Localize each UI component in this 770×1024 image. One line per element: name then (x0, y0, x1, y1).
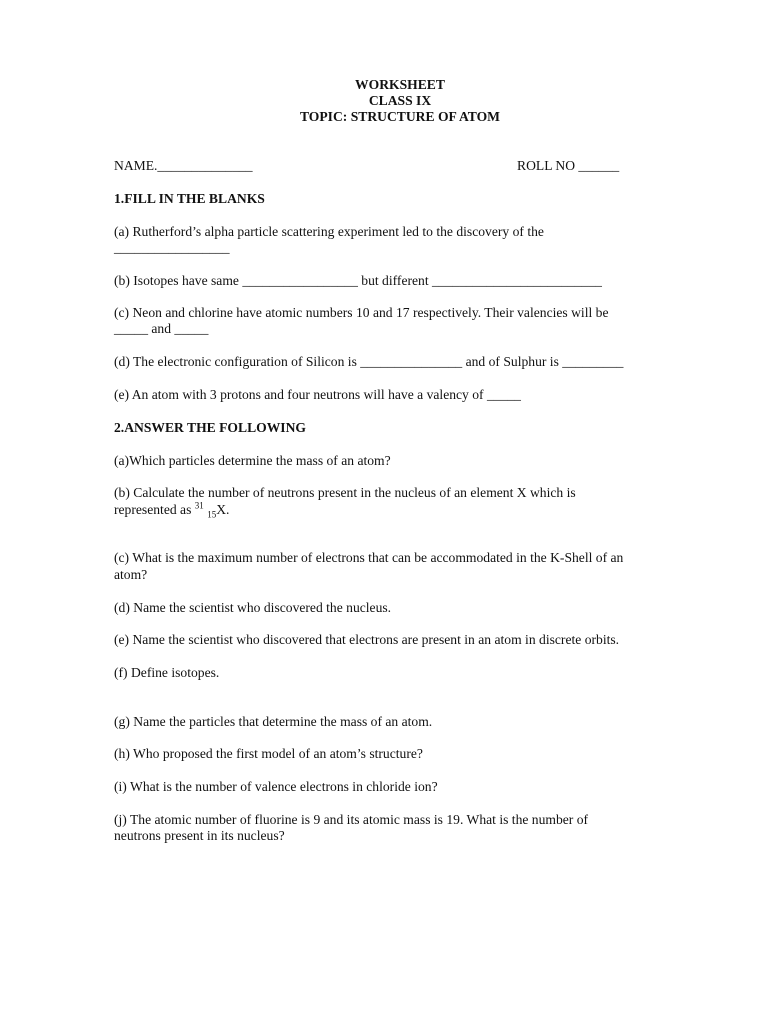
question-2c-line1: (c) What is the maximum number of electrons that can be accommodated in the K-Shell of an (114, 550, 624, 565)
question-2i: (i) What is the number of valence electrons in chloride ion? (114, 779, 438, 794)
question-2a: (a)Which particles determine the mass of an atom? (114, 453, 391, 468)
element-symbol: X. (216, 502, 230, 517)
question-1a-line2: _________________ (114, 240, 230, 255)
question-1e: (e) An atom with 3 protons and four neutrons will have a valency of _____ (114, 387, 521, 402)
question-2d: (d) Name the scientist who discovered the nucleus. (114, 600, 392, 615)
class-label: CLASS IX (368, 93, 432, 108)
question-1c-line1: (c) Neon and chlorine have atomic numbers 10 and 17 respectively. Their valencies will be (114, 305, 609, 320)
question-2j-line2: neutrons present in its nucleus? (114, 828, 285, 843)
section1-heading: 1.FILL IN THE BLANKS (114, 191, 265, 206)
question-1c-line2: _____ and _____ (114, 321, 209, 336)
question-2b-prefix: represented as (114, 502, 192, 517)
question-2b-line2 (114, 501, 229, 518)
atomic-number: 15 (207, 509, 217, 520)
question-2e: (e) Name the scientist who discovered that electrons are present in an atom in discrete orbits. (114, 632, 620, 647)
question-1a-line1: (a) Rutherford’s alpha particle scattering experiment led to the discovery of the (114, 224, 544, 239)
question-2b-line1: (b) Calculate the number of neutrons present in the nucleus of an element X which is (114, 485, 576, 500)
topic-label: TOPIC: STRUCTURE OF ATOM (299, 109, 501, 124)
question-1d: (d) The electronic configuration of Silicon is _______________ and of Sulphur is _________ (114, 354, 624, 369)
worksheet-title: WORKSHEET (355, 77, 445, 92)
question-2j-line1: (j) The atomic number of fluorine is 9 and its atomic mass is 19. What is the number of (114, 812, 589, 827)
question-1b: (b) Isotopes have same _________________ but different _________________________ (114, 273, 602, 288)
roll-no-field: ROLL NO ______ (517, 158, 620, 173)
question-2h: (h) Who proposed the first model of an atom’s structure? (114, 746, 423, 761)
name-field: NAME.______________ (114, 158, 253, 173)
mass-number: 31 (194, 500, 204, 511)
question-2g: (g) Name the particles that determine the mass of an atom. (114, 714, 433, 729)
section2-heading: 2.ANSWER THE FOLLOWING (114, 420, 306, 435)
question-2f: (f) Define isotopes. (114, 665, 220, 680)
question-2c-line2: atom? (114, 567, 148, 582)
